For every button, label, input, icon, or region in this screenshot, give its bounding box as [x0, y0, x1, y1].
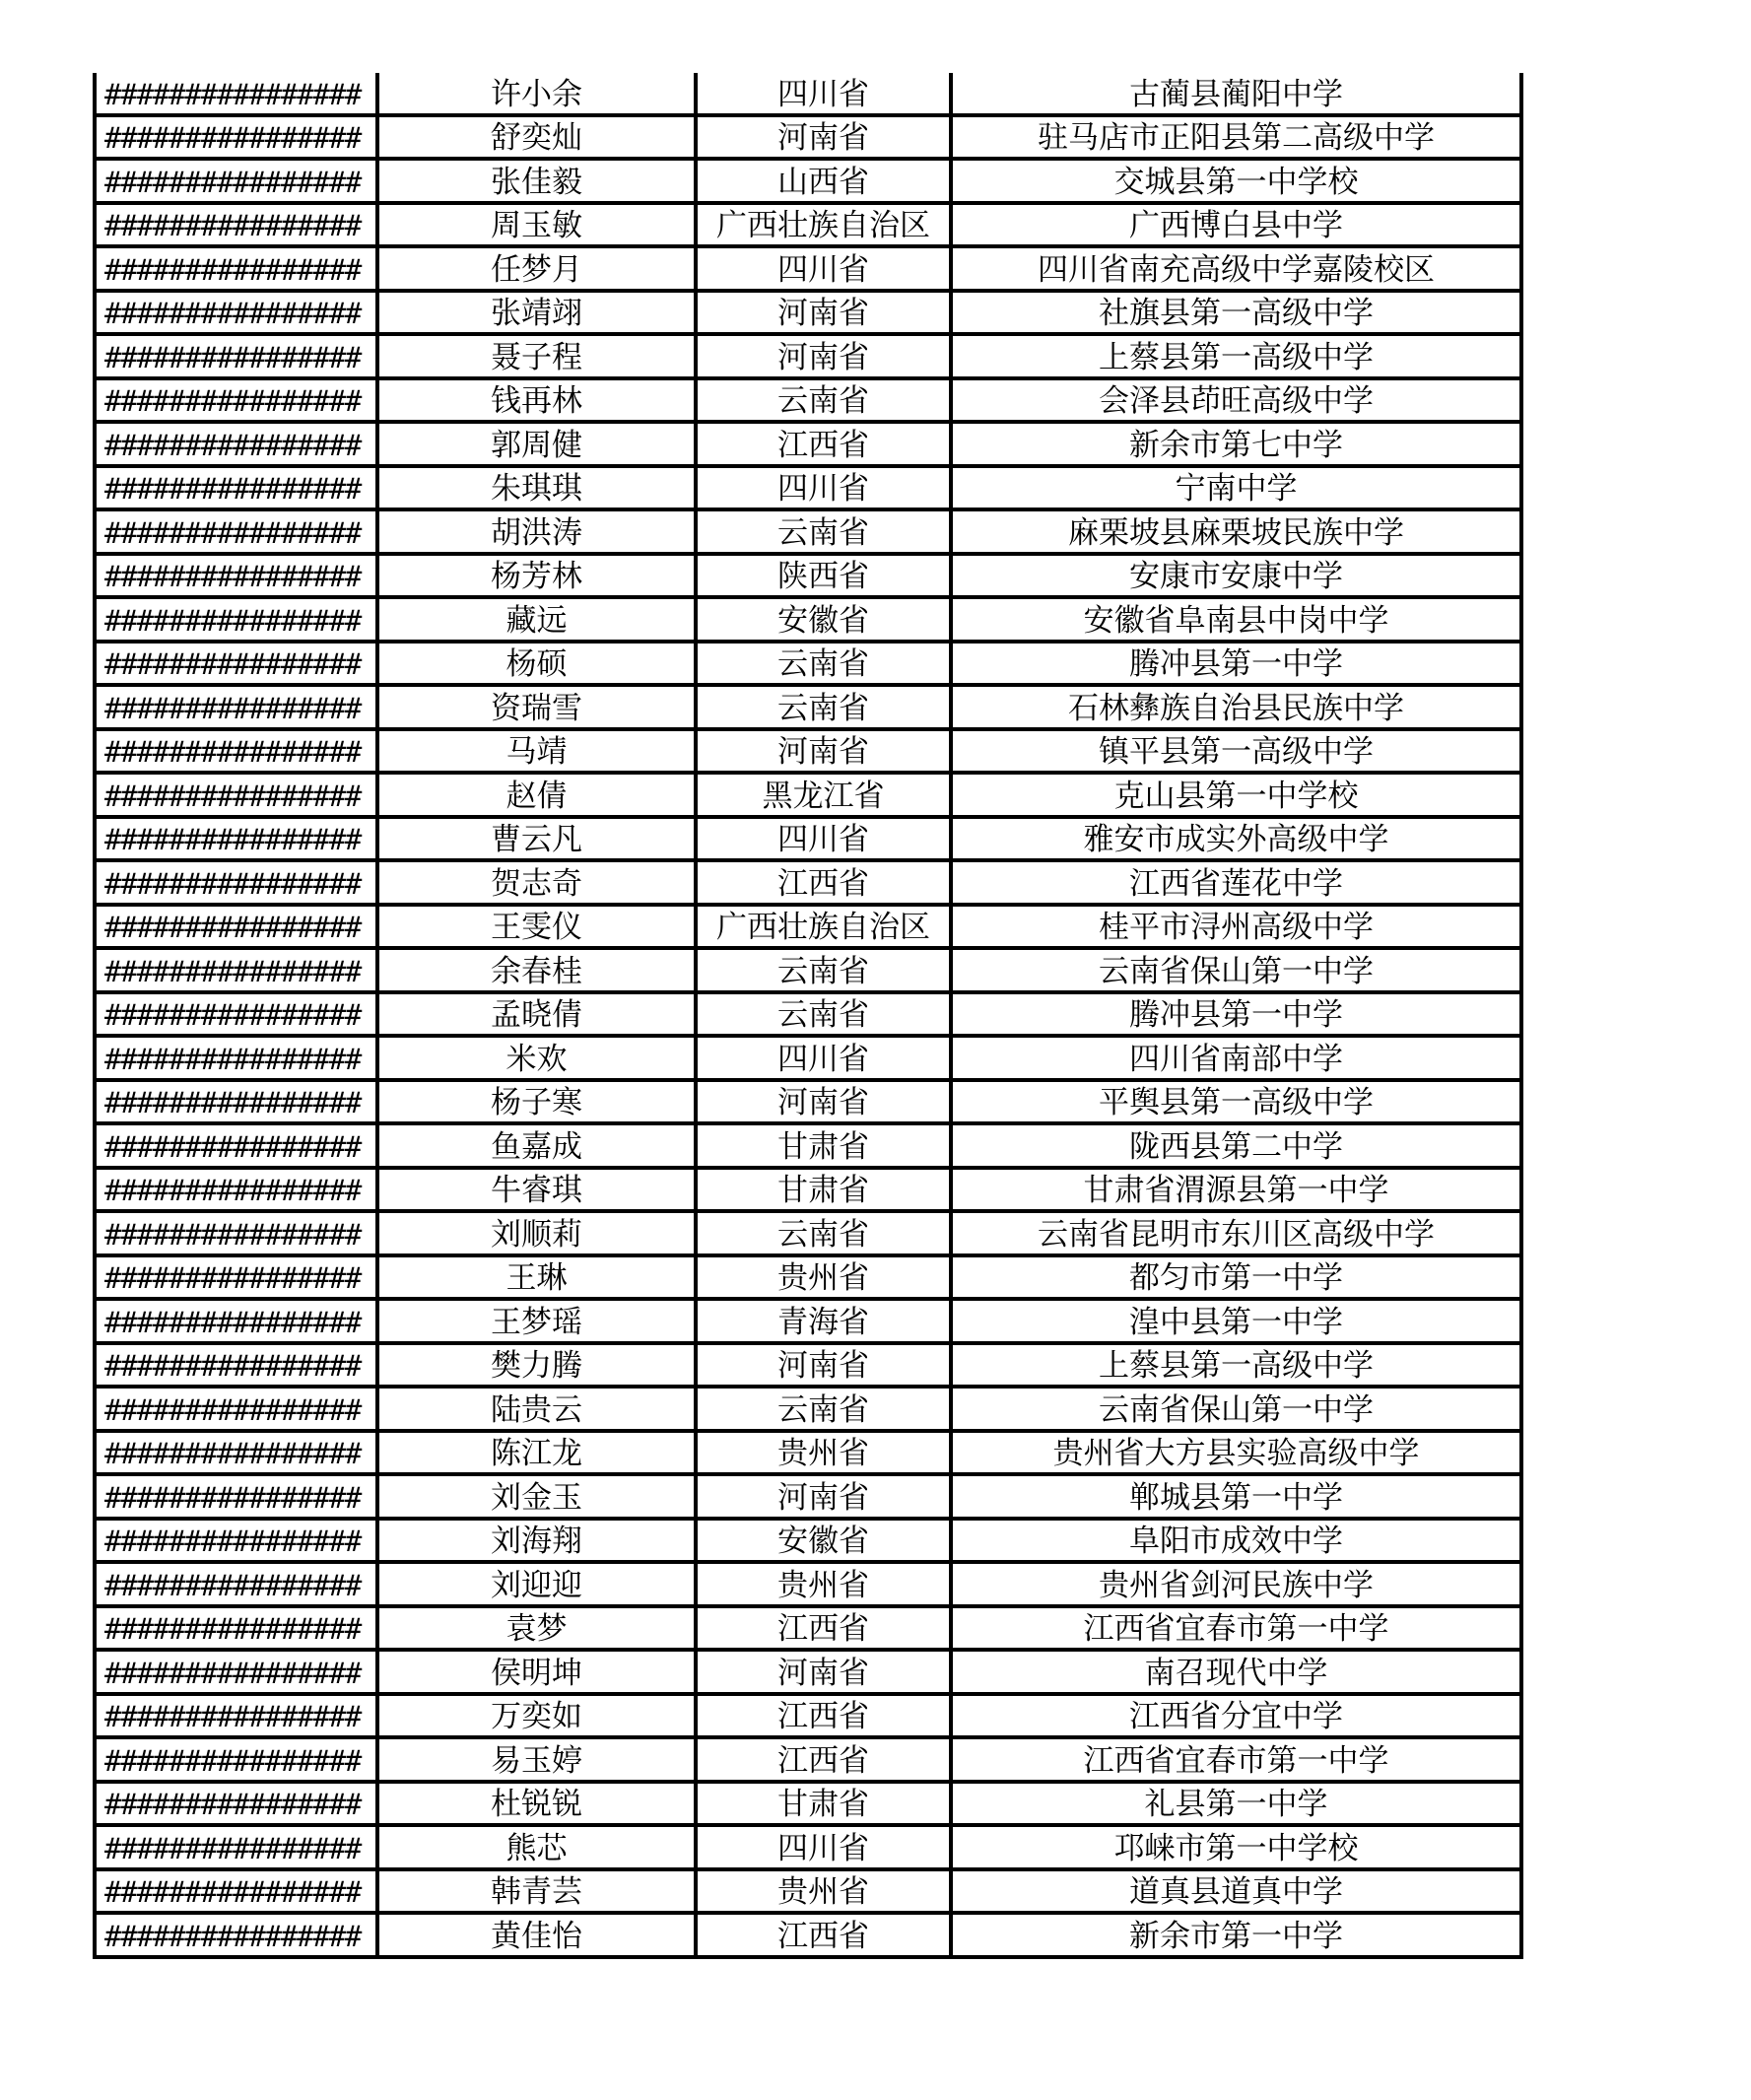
- school-cell[interactable]: 上蔡县第一高级中学: [951, 334, 1521, 378]
- name-cell[interactable]: 易玉婷: [377, 1737, 696, 1782]
- table-row: [95, 115, 1521, 160]
- id-cell[interactable]: ################: [95, 1825, 377, 1869]
- id-cell[interactable]: ################: [95, 597, 377, 642]
- id-cell[interactable]: ################: [95, 992, 377, 1037]
- id-cell[interactable]: ################: [95, 1387, 377, 1431]
- province-cell[interactable]: 云南省: [696, 992, 951, 1037]
- id-cell[interactable]: ################: [95, 1343, 377, 1388]
- school-cell[interactable]: 湟中县第一中学: [951, 1299, 1521, 1343]
- id-cell[interactable]: ################: [95, 1299, 377, 1343]
- province-cell[interactable]: 广西壮族自治区: [696, 905, 951, 949]
- school-cell[interactable]: 安康市安康中学: [951, 554, 1521, 598]
- table-row: [95, 334, 1521, 378]
- name-cell[interactable]: 藏远: [377, 597, 696, 642]
- id-cell[interactable]: ################: [95, 817, 377, 861]
- province-cell[interactable]: 贵州省: [696, 1255, 951, 1300]
- province-cell[interactable]: 江西省: [696, 1694, 951, 1738]
- name-cell[interactable]: 周玉敏: [377, 203, 696, 247]
- school-cell[interactable]: 邛崃市第一中学校: [951, 1825, 1521, 1869]
- name-cell[interactable]: 熊芯: [377, 1825, 696, 1869]
- province-cell[interactable]: 河南省: [696, 334, 951, 378]
- id-cell[interactable]: ################: [95, 1036, 377, 1080]
- table-row: [95, 817, 1521, 861]
- id-cell[interactable]: ################: [95, 1737, 377, 1782]
- id-cell[interactable]: ################: [95, 378, 377, 423]
- province-cell[interactable]: 江西省: [696, 422, 951, 466]
- id-cell[interactable]: ################: [95, 1650, 377, 1694]
- province-cell[interactable]: 云南省: [696, 642, 951, 686]
- table-row: [95, 246, 1521, 291]
- table-row: [95, 466, 1521, 510]
- province-cell[interactable]: 江西省: [696, 1737, 951, 1782]
- name-cell[interactable]: 曹云凡: [377, 817, 696, 861]
- province-cell[interactable]: 青海省: [696, 1299, 951, 1343]
- name-cell[interactable]: 钱再林: [377, 378, 696, 423]
- table-row: [95, 597, 1521, 642]
- school-cell[interactable]: 江西省宜春市第一中学: [951, 1606, 1521, 1651]
- table-row: [95, 1606, 1521, 1651]
- school-cell[interactable]: 腾冲县第一中学: [951, 992, 1521, 1037]
- school-cell[interactable]: 都匀市第一中学: [951, 1255, 1521, 1300]
- school-cell[interactable]: 云南省保山第一中学: [951, 1387, 1521, 1431]
- province-cell[interactable]: 甘肃省: [696, 1782, 951, 1826]
- school-cell[interactable]: 平舆县第一高级中学: [951, 1080, 1521, 1124]
- province-cell[interactable]: 河南省: [696, 115, 951, 160]
- province-cell[interactable]: 四川省: [696, 246, 951, 291]
- province-cell[interactable]: 安徽省: [696, 597, 951, 642]
- table-row: [95, 203, 1521, 247]
- name-cell[interactable]: 米欢: [377, 1036, 696, 1080]
- school-cell[interactable]: 云南省昆明市东川区高级中学: [951, 1211, 1521, 1255]
- name-cell[interactable]: 黄佳怡: [377, 1913, 696, 1957]
- id-cell[interactable]: ################: [95, 159, 377, 203]
- table-row: [95, 1211, 1521, 1255]
- id-cell[interactable]: ################: [95, 203, 377, 247]
- name-cell[interactable]: 杨硕: [377, 642, 696, 686]
- id-cell[interactable]: ################: [95, 1869, 377, 1914]
- id-cell[interactable]: ################: [95, 905, 377, 949]
- name-cell[interactable]: 舒奕灿: [377, 115, 696, 160]
- table-row: [95, 291, 1521, 335]
- id-cell[interactable]: ################: [95, 1562, 377, 1606]
- school-cell[interactable]: 石林彝族自治县民族中学: [951, 685, 1521, 729]
- name-cell[interactable]: 贺志奇: [377, 860, 696, 905]
- name-cell[interactable]: 任梦月: [377, 246, 696, 291]
- name-cell[interactable]: 刘海翔: [377, 1519, 696, 1563]
- province-cell[interactable]: 贵州省: [696, 1562, 951, 1606]
- name-cell[interactable]: 资瑞雪: [377, 685, 696, 729]
- school-cell[interactable]: 新余市第七中学: [951, 422, 1521, 466]
- name-cell[interactable]: 鱼嘉成: [377, 1123, 696, 1168]
- table-row: [95, 159, 1521, 203]
- school-cell[interactable]: 阜阳市成效中学: [951, 1519, 1521, 1563]
- name-cell[interactable]: 张佳毅: [377, 159, 696, 203]
- school-cell[interactable]: 礼县第一中学: [951, 1782, 1521, 1826]
- school-cell[interactable]: 镇平县第一高级中学: [951, 729, 1521, 774]
- id-cell[interactable]: ################: [95, 948, 377, 992]
- name-cell[interactable]: 万奕如: [377, 1694, 696, 1738]
- name-cell[interactable]: 许小余: [377, 73, 696, 115]
- table-row: [95, 1343, 1521, 1388]
- table-row: [95, 1562, 1521, 1606]
- name-cell[interactable]: 王梦瑶: [377, 1299, 696, 1343]
- name-cell[interactable]: 张靖翊: [377, 291, 696, 335]
- school-cell[interactable]: 广西博白县中学: [951, 203, 1521, 247]
- province-cell[interactable]: 安徽省: [696, 1519, 951, 1563]
- name-cell[interactable]: 余春桂: [377, 948, 696, 992]
- province-cell[interactable]: 甘肃省: [696, 1123, 951, 1168]
- table-row: [95, 1913, 1521, 1957]
- name-cell[interactable]: 樊力腾: [377, 1343, 696, 1388]
- id-cell[interactable]: ################: [95, 466, 377, 510]
- name-cell[interactable]: 刘金玉: [377, 1474, 696, 1519]
- province-cell[interactable]: 广西壮族自治区: [696, 203, 951, 247]
- province-cell[interactable]: 河南省: [696, 1343, 951, 1388]
- school-cell[interactable]: 上蔡县第一高级中学: [951, 1343, 1521, 1388]
- id-cell[interactable]: ################: [95, 1080, 377, 1124]
- province-cell[interactable]: 陕西省: [696, 554, 951, 598]
- table-row: [95, 1825, 1521, 1869]
- name-cell[interactable]: 韩青芸: [377, 1869, 696, 1914]
- school-cell[interactable]: 江西省宜春市第一中学: [951, 1737, 1521, 1782]
- school-cell[interactable]: 宁南中学: [951, 466, 1521, 510]
- table-row: [95, 1387, 1521, 1431]
- name-cell[interactable]: 袁梦: [377, 1606, 696, 1651]
- id-cell[interactable]: ################: [95, 115, 377, 160]
- id-cell[interactable]: ################: [95, 642, 377, 686]
- table-row: [95, 554, 1521, 598]
- name-cell[interactable]: 胡洪涛: [377, 509, 696, 554]
- id-cell[interactable]: ################: [95, 1123, 377, 1168]
- name-cell[interactable]: 陆贵云: [377, 1387, 696, 1431]
- name-cell[interactable]: 刘顺莉: [377, 1211, 696, 1255]
- table-row: [95, 422, 1521, 466]
- name-cell[interactable]: 刘迎迎: [377, 1562, 696, 1606]
- table-row: [95, 642, 1521, 686]
- id-cell[interactable]: ################: [95, 73, 377, 115]
- school-cell[interactable]: 安徽省阜南县中岗中学: [951, 597, 1521, 642]
- table-row: [95, 1255, 1521, 1300]
- province-cell[interactable]: 四川省: [696, 1825, 951, 1869]
- school-cell[interactable]: 社旗县第一高级中学: [951, 291, 1521, 335]
- name-cell[interactable]: 王琳: [377, 1255, 696, 1300]
- school-cell[interactable]: 贵州省剑河民族中学: [951, 1562, 1521, 1606]
- school-cell[interactable]: 陇西县第二中学: [951, 1123, 1521, 1168]
- name-cell[interactable]: 聂子程: [377, 334, 696, 378]
- name-cell[interactable]: 朱琪琪: [377, 466, 696, 510]
- province-cell[interactable]: 云南省: [696, 378, 951, 423]
- table-row: [95, 992, 1521, 1037]
- table-row: [95, 1299, 1521, 1343]
- table-row: [95, 773, 1521, 817]
- id-cell[interactable]: ################: [95, 1519, 377, 1563]
- table-row: [95, 509, 1521, 554]
- name-cell[interactable]: 侯明坤: [377, 1650, 696, 1694]
- school-cell[interactable]: 四川省南充高级中学嘉陵校区: [951, 246, 1521, 291]
- province-cell[interactable]: 云南省: [696, 685, 951, 729]
- id-cell[interactable]: ################: [95, 1431, 377, 1475]
- id-cell[interactable]: ################: [95, 1474, 377, 1519]
- name-cell[interactable]: 杨芳林: [377, 554, 696, 598]
- school-cell[interactable]: 驻马店市正阳县第二高级中学: [951, 115, 1521, 160]
- table-row: [95, 1431, 1521, 1475]
- table-row: [95, 1168, 1521, 1212]
- province-cell[interactable]: 贵州省: [696, 1869, 951, 1914]
- province-cell[interactable]: 江西省: [696, 1913, 951, 1957]
- id-cell[interactable]: ################: [95, 554, 377, 598]
- name-cell[interactable]: 陈江龙: [377, 1431, 696, 1475]
- province-cell[interactable]: 江西省: [696, 1606, 951, 1651]
- table-row: [95, 73, 1521, 115]
- table-row: [95, 685, 1521, 729]
- id-cell[interactable]: ################: [95, 509, 377, 554]
- table-row: [95, 729, 1521, 774]
- school-cell[interactable]: 古蔺县蔺阳中学: [951, 73, 1521, 115]
- school-cell[interactable]: 克山县第一中学校: [951, 773, 1521, 817]
- province-cell[interactable]: 河南省: [696, 291, 951, 335]
- table-row: [95, 948, 1521, 992]
- school-cell[interactable]: 腾冲县第一中学: [951, 642, 1521, 686]
- name-cell[interactable]: 牛睿琪: [377, 1168, 696, 1212]
- id-cell[interactable]: ################: [95, 246, 377, 291]
- school-cell[interactable]: 桂平市浔州高级中学: [951, 905, 1521, 949]
- province-cell[interactable]: 云南省: [696, 1387, 951, 1431]
- name-cell[interactable]: 杨子寒: [377, 1080, 696, 1124]
- name-cell[interactable]: 郭周健: [377, 422, 696, 466]
- id-cell[interactable]: ################: [95, 1255, 377, 1300]
- province-cell[interactable]: 四川省: [696, 73, 951, 115]
- id-cell[interactable]: ################: [95, 1168, 377, 1212]
- province-cell[interactable]: 黑龙江省: [696, 773, 951, 817]
- id-cell[interactable]: ################: [95, 334, 377, 378]
- table-body: [95, 73, 1521, 1957]
- table-row: [95, 1782, 1521, 1826]
- table-row: [95, 1123, 1521, 1168]
- id-cell[interactable]: ################: [95, 729, 377, 774]
- school-cell[interactable]: 新余市第一中学: [951, 1913, 1521, 1957]
- school-cell[interactable]: 道真县道真中学: [951, 1869, 1521, 1914]
- id-cell[interactable]: ################: [95, 685, 377, 729]
- id-cell[interactable]: ################: [95, 1211, 377, 1255]
- province-cell[interactable]: 四川省: [696, 466, 951, 510]
- province-cell[interactable]: 云南省: [696, 1211, 951, 1255]
- id-cell[interactable]: ################: [95, 1913, 377, 1957]
- id-cell[interactable]: ################: [95, 1782, 377, 1826]
- province-cell[interactable]: 甘肃省: [696, 1168, 951, 1212]
- school-cell[interactable]: 会泽县茚旺高级中学: [951, 378, 1521, 423]
- id-cell[interactable]: ################: [95, 860, 377, 905]
- table-row: [95, 1080, 1521, 1124]
- school-cell[interactable]: 云南省保山第一中学: [951, 948, 1521, 992]
- school-cell[interactable]: 麻栗坡县麻栗坡民族中学: [951, 509, 1521, 554]
- province-cell[interactable]: 四川省: [696, 1036, 951, 1080]
- province-cell[interactable]: 河南省: [696, 1650, 951, 1694]
- id-cell[interactable]: ################: [95, 1694, 377, 1738]
- school-cell[interactable]: 南召现代中学: [951, 1650, 1521, 1694]
- province-cell[interactable]: 贵州省: [696, 1431, 951, 1475]
- province-cell[interactable]: 云南省: [696, 509, 951, 554]
- school-cell[interactable]: 甘肃省渭源县第一中学: [951, 1168, 1521, 1212]
- province-cell[interactable]: 山西省: [696, 159, 951, 203]
- school-cell[interactable]: 江西省分宜中学: [951, 1694, 1521, 1738]
- table-row: [95, 378, 1521, 423]
- table-row: [95, 1036, 1521, 1080]
- table-row: [95, 1519, 1521, 1563]
- table-row: [95, 1737, 1521, 1782]
- school-cell[interactable]: 四川省南部中学: [951, 1036, 1521, 1080]
- school-cell[interactable]: 交城县第一中学校: [951, 159, 1521, 203]
- table-row: [95, 1474, 1521, 1519]
- name-cell[interactable]: 马靖: [377, 729, 696, 774]
- id-cell[interactable]: ################: [95, 422, 377, 466]
- id-cell[interactable]: ################: [95, 291, 377, 335]
- name-cell[interactable]: 杜锐锐: [377, 1782, 696, 1826]
- id-cell[interactable]: ################: [95, 773, 377, 817]
- table-row: [95, 1650, 1521, 1694]
- province-cell[interactable]: 河南省: [696, 729, 951, 774]
- id-cell[interactable]: ################: [95, 1606, 377, 1651]
- table-row: [95, 1869, 1521, 1914]
- province-cell[interactable]: 河南省: [696, 1474, 951, 1519]
- province-cell[interactable]: 江西省: [696, 860, 951, 905]
- school-cell[interactable]: 雅安市成实外高级中学: [951, 817, 1521, 861]
- name-cell[interactable]: 赵倩: [377, 773, 696, 817]
- table-row: [95, 905, 1521, 949]
- name-cell[interactable]: 王雯仪: [377, 905, 696, 949]
- province-cell[interactable]: 河南省: [696, 1080, 951, 1124]
- school-cell[interactable]: 郸城县第一中学: [951, 1474, 1521, 1519]
- school-cell[interactable]: 贵州省大方县实验高级中学: [951, 1431, 1521, 1475]
- table-row: [95, 1694, 1521, 1738]
- spreadsheet-page: [93, 73, 1519, 1959]
- name-cell[interactable]: 孟晓倩: [377, 992, 696, 1037]
- student-table: [93, 73, 1523, 1959]
- province-cell[interactable]: 四川省: [696, 817, 951, 861]
- province-cell[interactable]: 云南省: [696, 948, 951, 992]
- table-row: [95, 860, 1521, 905]
- school-cell[interactable]: 江西省莲花中学: [951, 860, 1521, 905]
